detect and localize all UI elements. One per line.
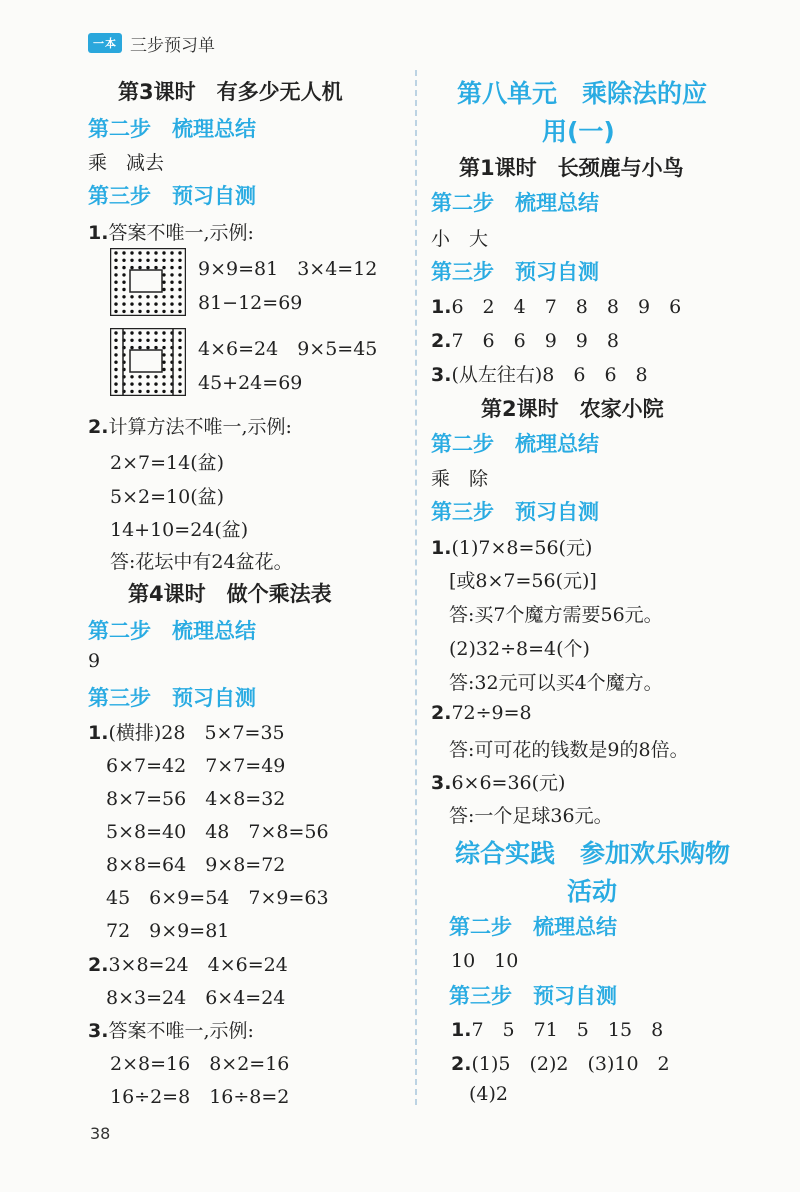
question-1 bbox=[451, 1015, 663, 1042]
grid-dot bbox=[178, 266, 181, 269]
question-1 bbox=[431, 292, 681, 319]
answer-text: (2)32÷8=4(个) bbox=[449, 638, 590, 660]
grid-dot bbox=[170, 266, 173, 269]
grid-dot bbox=[114, 390, 117, 393]
grid-dot bbox=[178, 302, 181, 305]
lesson-2-title: 第2课时 农家小院 bbox=[481, 397, 664, 421]
grid-dot bbox=[178, 382, 181, 385]
grid-dot bbox=[138, 310, 141, 313]
step-2-heading: 第二步 梳理总结 bbox=[88, 117, 256, 141]
answer-text: (4)2 bbox=[469, 1083, 509, 1105]
grid-dot bbox=[114, 273, 117, 276]
grid-dot bbox=[162, 251, 165, 254]
answer-text: 乘 除 bbox=[431, 468, 489, 490]
practice-title-line-1: 综合实践 参加欢乐购物 bbox=[455, 839, 731, 868]
question-number: 1. bbox=[88, 222, 109, 244]
grid-dot bbox=[138, 295, 141, 298]
question-3 bbox=[431, 360, 648, 387]
grid-dot bbox=[114, 251, 117, 254]
grid-dot bbox=[178, 331, 181, 334]
grid-dot bbox=[114, 353, 117, 356]
step-2-heading: 第二步 梳理总结 bbox=[88, 619, 256, 643]
grid-dot bbox=[138, 259, 141, 262]
lesson-4-title: 第4课时 做个乘法表 bbox=[128, 582, 332, 606]
grid-dot bbox=[122, 288, 125, 291]
grid-dot bbox=[114, 346, 117, 349]
grid-dot bbox=[162, 346, 165, 349]
question-number: 1. bbox=[451, 1019, 472, 1041]
grid-dot bbox=[162, 266, 165, 269]
header-title: 三步预习单 bbox=[130, 35, 215, 56]
step-3-heading: 第三步 预习自测 bbox=[88, 184, 256, 208]
grid-dot bbox=[114, 375, 117, 378]
grid-dot bbox=[154, 251, 157, 254]
grid-dot bbox=[138, 390, 141, 393]
answer-text: 2×7=14(盆) bbox=[110, 452, 225, 474]
grid-dot bbox=[178, 346, 181, 349]
grid-dot bbox=[122, 295, 125, 298]
grid-dot bbox=[114, 310, 117, 313]
question-number: 3. bbox=[431, 772, 452, 794]
grid-dot bbox=[146, 259, 149, 262]
answer-text: 14+10=24(盆) bbox=[110, 519, 249, 541]
grid-dot bbox=[162, 310, 165, 313]
grid-dot bbox=[122, 310, 125, 313]
answer-text: 16÷2=8 16÷8=2 bbox=[110, 1086, 290, 1108]
grid-dot bbox=[138, 339, 141, 342]
answer-text: 9 bbox=[88, 650, 101, 672]
brand-logo: 一本 bbox=[88, 33, 122, 53]
grid-dot bbox=[130, 346, 133, 349]
grid-dot bbox=[114, 302, 117, 305]
grid-dot bbox=[162, 331, 165, 334]
dot-grid-figure-1 bbox=[110, 248, 186, 316]
grid-dot bbox=[154, 375, 157, 378]
grid-dot bbox=[178, 353, 181, 356]
grid-dot bbox=[170, 310, 173, 313]
grid-dot bbox=[146, 339, 149, 342]
unit-title-line-1: 第八单元 乘除法的应 bbox=[457, 79, 708, 108]
grid-dot bbox=[138, 266, 141, 269]
answer-text: 45 6×9=54 7×9=63 bbox=[106, 887, 329, 909]
grid-dot bbox=[122, 281, 125, 284]
question-number: 2. bbox=[431, 330, 452, 352]
grid-dot bbox=[114, 331, 117, 334]
grid-dot bbox=[146, 382, 149, 385]
grid-dot bbox=[178, 281, 181, 284]
dot-grid-figure-2 bbox=[110, 328, 186, 396]
step-3-heading: 第三步 预习自测 bbox=[88, 686, 256, 710]
grid-dot bbox=[170, 251, 173, 254]
grid-dot bbox=[114, 266, 117, 269]
grid-dot bbox=[178, 368, 181, 371]
grid-dot bbox=[162, 353, 165, 356]
grid-dot bbox=[138, 331, 141, 334]
grid-dot bbox=[178, 251, 181, 254]
answer-text: 答:花坛中有24盆花。 bbox=[110, 551, 293, 573]
grid-dot bbox=[154, 382, 157, 385]
grid-dot bbox=[130, 295, 133, 298]
answer-text: 答:可可花的钱数是9的8倍。 bbox=[449, 739, 689, 761]
grid-dot bbox=[162, 382, 165, 385]
grid-dot bbox=[170, 259, 173, 262]
grid-dot bbox=[162, 273, 165, 276]
grid-dot bbox=[178, 310, 181, 313]
grid-dot bbox=[114, 361, 117, 364]
question-text: 答案不唯一,示例: bbox=[108, 222, 254, 244]
grid-dot bbox=[178, 273, 181, 276]
answer-text: 10 10 bbox=[451, 950, 519, 972]
grid-dot bbox=[162, 368, 165, 371]
answer-text: 81−12=69 bbox=[198, 292, 303, 314]
answer-text: 72÷9=8 bbox=[451, 702, 532, 724]
grid-dot bbox=[138, 346, 141, 349]
grid-dot bbox=[162, 375, 165, 378]
grid-dot bbox=[146, 266, 149, 269]
question-number: 2. bbox=[431, 702, 452, 724]
grid-dot bbox=[178, 361, 181, 364]
grid-dot bbox=[162, 339, 165, 342]
answer-text: 9×9=81 3×4=12 bbox=[198, 258, 378, 280]
grid-dot bbox=[130, 310, 133, 313]
grid-dot bbox=[146, 251, 149, 254]
grid-dot bbox=[114, 288, 117, 291]
grid-dot bbox=[138, 302, 141, 305]
answer-text: 72 9×9=81 bbox=[106, 920, 230, 942]
grid-dot bbox=[178, 288, 181, 291]
grid-dot bbox=[122, 266, 125, 269]
grid-dot bbox=[130, 375, 133, 378]
question-number: 1. bbox=[88, 722, 109, 744]
step-3-heading: 第三步 预习自测 bbox=[431, 260, 599, 284]
question-number: 3. bbox=[431, 364, 452, 386]
grid-dot bbox=[114, 382, 117, 385]
step-2-heading: 第二步 梳理总结 bbox=[431, 432, 599, 456]
grid-dot bbox=[154, 295, 157, 298]
question-number: 2. bbox=[451, 1053, 472, 1075]
step-2-heading: 第二步 梳理总结 bbox=[431, 191, 599, 215]
answer-text: 5×2=10(盆) bbox=[110, 486, 225, 508]
grid-dot bbox=[130, 390, 133, 393]
step-3-heading: 第三步 预习自测 bbox=[431, 500, 599, 524]
question-text: 答案不唯一,示例: bbox=[108, 1020, 254, 1042]
answer-text: 8×8=64 9×8=72 bbox=[106, 854, 286, 876]
grid-dot bbox=[170, 302, 173, 305]
question-1 bbox=[88, 218, 254, 245]
question-number: 2. bbox=[88, 416, 109, 438]
question-2 bbox=[431, 326, 619, 353]
grid-dot bbox=[154, 310, 157, 313]
grid-dot bbox=[162, 281, 165, 284]
grid-dot bbox=[154, 259, 157, 262]
question-number: 3. bbox=[88, 1020, 109, 1042]
grid-dot bbox=[162, 390, 165, 393]
grid-dot bbox=[122, 273, 125, 276]
lesson-3-title: 第3课时 有多少无人机 bbox=[118, 80, 343, 104]
grid-dot bbox=[114, 259, 117, 262]
answer-text: (从左往右)8 6 6 8 bbox=[451, 364, 648, 386]
grid-dot bbox=[154, 331, 157, 334]
question-1 bbox=[88, 718, 285, 745]
grid-dot bbox=[162, 288, 165, 291]
answer-text: 6×7=42 7×7=49 bbox=[106, 755, 286, 777]
answer-text: 答:一个足球36元。 bbox=[449, 805, 613, 827]
answer-text: 6×6=36(元) bbox=[451, 772, 566, 794]
grid-dot bbox=[162, 361, 165, 364]
grid-dot bbox=[114, 368, 117, 371]
answer-text: [或8×7=56(元)] bbox=[449, 570, 597, 592]
grid-dot bbox=[170, 273, 173, 276]
grid-dot bbox=[138, 251, 141, 254]
unit-title-line-2: 用(一) bbox=[542, 117, 615, 146]
grid-dot bbox=[122, 302, 125, 305]
grid-dot bbox=[146, 331, 149, 334]
step-3-heading: 第三步 预习自测 bbox=[449, 984, 617, 1008]
answer-text: 4×6=24 9×5=45 bbox=[198, 338, 378, 360]
grid-dot bbox=[178, 295, 181, 298]
lesson-1-title: 第1课时 长颈鹿与小鸟 bbox=[459, 156, 684, 180]
grid-dot bbox=[178, 259, 181, 262]
grid-dot bbox=[170, 295, 173, 298]
grid-dot bbox=[146, 375, 149, 378]
answer-text: (横排)28 5×7=35 bbox=[108, 722, 285, 744]
grid-dot bbox=[146, 390, 149, 393]
question-2 bbox=[88, 412, 292, 439]
answer-text: 答:32元可以买4个魔方。 bbox=[449, 672, 663, 694]
grid-dot bbox=[178, 390, 181, 393]
grid-dot bbox=[146, 310, 149, 313]
grid-dot bbox=[178, 339, 181, 342]
question-2 bbox=[431, 702, 532, 724]
grid-dot bbox=[154, 339, 157, 342]
answer-text: 小 大 bbox=[431, 228, 489, 250]
answer-text: 7 6 6 9 9 8 bbox=[451, 330, 619, 352]
grid-dot bbox=[162, 295, 165, 298]
grid-dot bbox=[162, 259, 165, 262]
grid-dot bbox=[122, 251, 125, 254]
grid-dot bbox=[170, 288, 173, 291]
grid-dot bbox=[146, 346, 149, 349]
page-header bbox=[88, 30, 215, 56]
answer-text: (1)5 (2)2 (3)10 2 bbox=[471, 1053, 670, 1075]
step-2-heading: 第二步 梳理总结 bbox=[449, 915, 617, 939]
grid-dot bbox=[130, 266, 133, 269]
answer-text: 乘 减去 bbox=[88, 152, 165, 174]
grid-dot bbox=[130, 302, 133, 305]
question-number: 1. bbox=[431, 537, 452, 559]
grid-dot bbox=[146, 302, 149, 305]
page-number: 38 bbox=[90, 1124, 111, 1143]
answer-text: 8×7=56 4×8=32 bbox=[106, 788, 286, 810]
grid-dot bbox=[130, 259, 133, 262]
grid-dot bbox=[114, 295, 117, 298]
answer-text: 7 5 71 5 15 8 bbox=[471, 1019, 664, 1041]
grid-dot bbox=[114, 281, 117, 284]
grid-dot bbox=[154, 302, 157, 305]
grid-dot bbox=[178, 375, 181, 378]
grid-dot bbox=[114, 339, 117, 342]
grid-dot bbox=[130, 339, 133, 342]
grid-dot bbox=[162, 302, 165, 305]
answer-text: 3×8=24 4×6=24 bbox=[108, 954, 288, 976]
grid-dot bbox=[154, 390, 157, 393]
question-number: 1. bbox=[431, 296, 452, 318]
grid-dot bbox=[122, 259, 125, 262]
answer-text: 8×3=24 6×4=24 bbox=[106, 987, 286, 1009]
grid-dot bbox=[170, 281, 173, 284]
grid-dot bbox=[130, 331, 133, 334]
question-1 bbox=[431, 533, 592, 560]
column-divider bbox=[415, 70, 417, 1105]
question-2 bbox=[451, 1049, 670, 1076]
grid-dot bbox=[154, 266, 157, 269]
answer-text: 6 2 4 7 8 8 9 6 bbox=[451, 296, 682, 318]
answer-text: (1)7×8=56(元) bbox=[451, 537, 593, 559]
grid-dot bbox=[130, 382, 133, 385]
question-number: 2. bbox=[88, 954, 109, 976]
grid-dot bbox=[146, 295, 149, 298]
answer-text: 2×8=16 8×2=16 bbox=[110, 1053, 290, 1075]
grid-dot bbox=[154, 346, 157, 349]
grid-dot bbox=[138, 382, 141, 385]
question-text: 计算方法不唯一,示例: bbox=[108, 416, 292, 438]
answer-text: 45+24=69 bbox=[198, 372, 303, 394]
practice-title-line-2: 活动 bbox=[567, 877, 618, 906]
grid-dot bbox=[138, 375, 141, 378]
answer-text: 答:买7个魔方需要56元。 bbox=[449, 604, 663, 626]
answer-text: 5×8=40 48 7×8=56 bbox=[106, 821, 329, 843]
grid-dot bbox=[130, 251, 133, 254]
question-3 bbox=[88, 1016, 254, 1043]
question-2 bbox=[88, 950, 288, 977]
question-3 bbox=[431, 768, 565, 795]
